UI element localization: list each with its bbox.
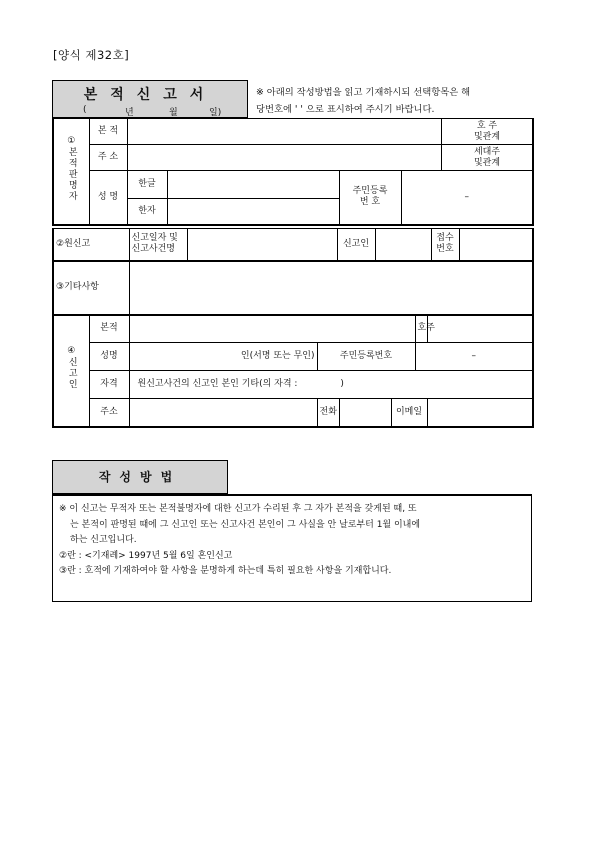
section1-table <box>52 118 534 226</box>
date-paren-open: ( <box>83 105 87 115</box>
s2-receipt-label: 접수 번호 <box>431 229 459 261</box>
s4-rrn-field[interactable] <box>415 343 533 371</box>
s4-qual-field[interactable] <box>129 371 533 399</box>
section4-num: ④ <box>67 346 76 357</box>
section2-3-table <box>52 228 534 316</box>
section1-num: ① <box>67 136 76 147</box>
form-title-box <box>52 80 248 118</box>
method-line-5: ③란 : 호적에 기재하여야 할 사항을 분명하게 하는데 특히 필요한 사항을 기재합니다. <box>59 566 392 576</box>
s1-hoju-rel-label: 호 주 및관계 <box>441 119 533 145</box>
s4-qual-label: 자격 <box>89 371 129 399</box>
form-title: 본적신고서 <box>83 87 217 103</box>
s2-reporter-label: 신고인 <box>337 229 375 261</box>
method-line-4: ②란 : <기재례> 1997년 5월 6일 혼인신고 <box>59 550 233 561</box>
s1-rrn-label: 주민등록 번 호 <box>339 171 401 225</box>
s3-field[interactable] <box>129 261 533 315</box>
s1-sedaeju-rel-label: 세대주 및관계 <box>441 145 533 171</box>
s4-phone-label: 전화 <box>317 399 339 427</box>
s4-hoju-field[interactable] <box>427 315 533 343</box>
s1-juso-label: 주 소 <box>89 145 127 171</box>
date-year-label: 년 <box>125 108 134 118</box>
s4-qual-close: ) <box>340 379 344 389</box>
s2-label: ②원신고 <box>53 229 129 261</box>
s4-name-label: 성명 <box>89 343 129 371</box>
s2-date-case-label: 신고일자 및 신고사건명 <box>129 229 187 261</box>
s4-rrn-dash: – <box>471 351 476 361</box>
notice-text <box>256 84 531 118</box>
method-title: 작성방법 <box>52 460 228 494</box>
s2-date-case-field[interactable] <box>187 229 337 261</box>
s4-email-field[interactable] <box>427 399 533 427</box>
s4-bonjeok-field[interactable] <box>129 315 415 343</box>
section1-label-text: 본적판명자 <box>66 147 77 203</box>
s2-receipt-field[interactable] <box>459 229 533 261</box>
date-month-label: 월 <box>169 108 178 118</box>
section4-table <box>52 314 534 428</box>
s4-phone-field[interactable] <box>339 399 391 427</box>
s1-hanja-field[interactable] <box>167 199 339 225</box>
s1-hangul-field[interactable] <box>167 171 339 199</box>
s1-bonjeok-label: 본 적 <box>89 119 127 145</box>
method-box <box>52 494 532 602</box>
s4-rrn-label: 주민등록번호 <box>317 343 415 371</box>
method-line-2: 는 본적이 판명된 때에 그 신고인 또는 신고사건 본인이 그 사실을 안 날로부터 1월 이내에 <box>70 519 421 530</box>
s2-reporter-field[interactable] <box>375 229 431 261</box>
s1-rrn-field[interactable] <box>401 171 533 225</box>
s1-rrn-dash: – <box>464 191 469 202</box>
s1-bonjeok-field[interactable] <box>127 119 441 145</box>
notice-line-1: ※ 아래의 작성방법을 읽고 기재하시되 선택항목은 해 <box>256 87 471 98</box>
s4-bonjeok-label: 본적 <box>89 315 129 343</box>
method-line-3: 하는 신고입니다. <box>70 535 137 545</box>
section4-label-text: 신고인 <box>66 357 77 391</box>
s4-hoju-label: 호주 <box>415 315 427 343</box>
section1-label <box>53 119 89 225</box>
s4-address-label: 주소 <box>89 399 129 427</box>
s1-name-label: 성 명 <box>89 171 127 225</box>
s3-label: ③기타사항 <box>53 261 129 315</box>
s4-sign-label: 인(서명 또는 무인) <box>240 351 315 361</box>
s4-qual-text: 원신고사건의 신고인 본인 기타(의 자격 : <box>137 379 298 389</box>
date-day-label: 일) <box>209 108 222 118</box>
form-number: [양식 제32호] <box>53 48 130 62</box>
s4-name-field[interactable] <box>129 343 317 371</box>
section4-label <box>53 315 89 427</box>
s1-hangul-label: 한글 <box>127 171 167 199</box>
notice-line-2: 당번호에 ' ' 으로 표시하여 주시기 바랍니다. <box>256 104 435 115</box>
s4-address-field[interactable] <box>129 399 317 427</box>
method-line-1: ※ 이 신고는 무적자 또는 본적불명자에 대한 신고가 수리된 후 그 자가 본적을 갖게된 때, 또 <box>59 504 417 514</box>
s1-hanja-label: 한자 <box>127 199 167 225</box>
s4-email-label: 이메일 <box>391 399 427 427</box>
s1-juso-field[interactable] <box>127 145 441 171</box>
